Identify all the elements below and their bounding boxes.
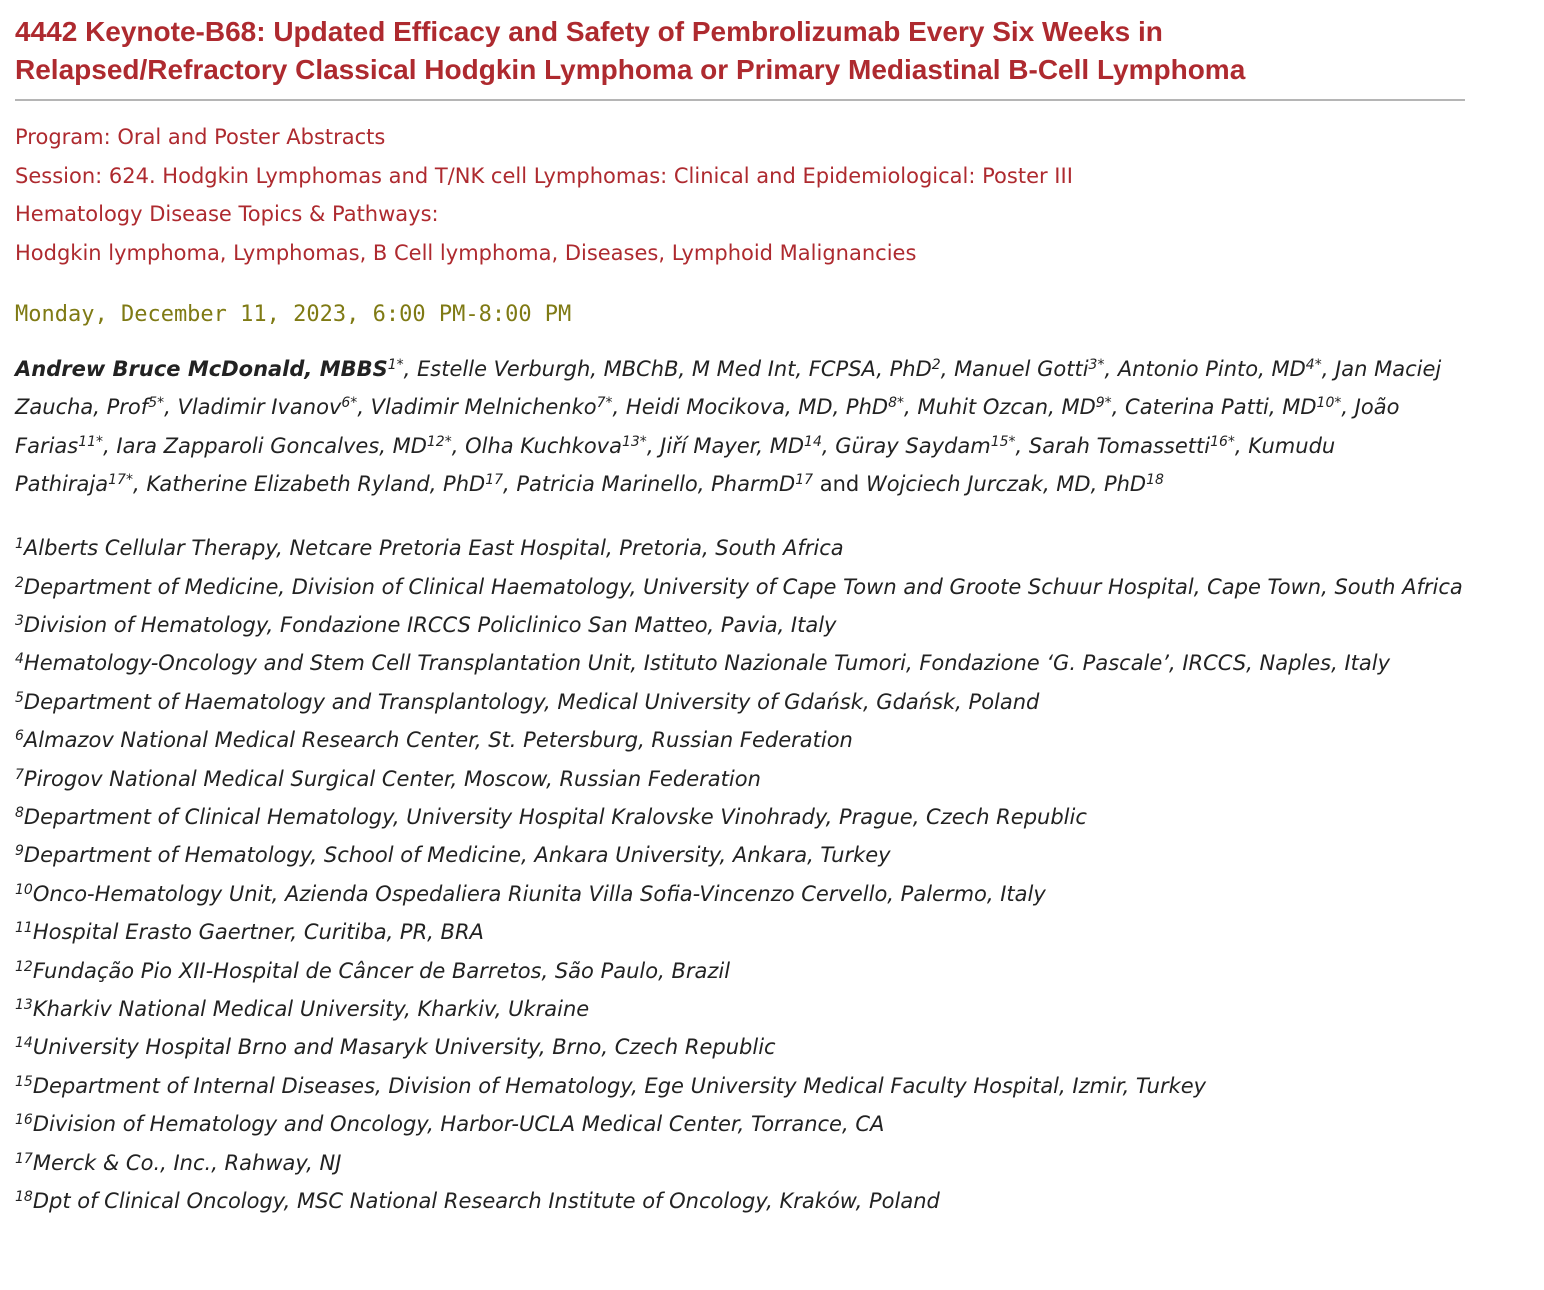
author-affiliation-sup: 10* [1316, 395, 1342, 412]
presentation-date: Monday, December 11, 2023, 6:00 PM-8:00 PM [15, 302, 572, 327]
affiliation-number: 5 [15, 689, 24, 706]
affiliation-number: 18 [15, 1189, 33, 1206]
title-divider [15, 99, 1465, 101]
affiliation-text: Department of Clinical Hematology, University Hospital Kralovske Vinohrady, Prague, Czech Republic [23, 805, 1087, 830]
author-affiliation-sup: 16* [1210, 433, 1235, 450]
author-name: Wojciech Jurczak, MD, PhD [865, 471, 1147, 496]
affiliation-text: Alberts Cellular Therapy, Netcare Pretoria East Hospital, Pretoria, South Africa [23, 536, 844, 561]
affiliation-number: 4 [15, 651, 24, 668]
author-affiliation-sup: 2 [931, 357, 941, 373]
author-affiliation-sup: 5* [148, 395, 165, 412]
author-affiliation-sup: 9* [1095, 395, 1112, 412]
author-name: Katherine Elizabeth Ryland, PhD [146, 471, 486, 496]
affiliation-number: 9 [15, 843, 24, 860]
affiliation-item [15, 606, 1465, 644]
affiliation-number: 16 [15, 1112, 33, 1129]
topics-label: Hematology Disease Topics & Pathways: [15, 202, 439, 226]
affiliation-number: 1 [15, 536, 24, 553]
session-label: Session: 624. Hodgkin Lymphomas and T/NK cell Lymphomas: Clinical and Epidemiological: Poster III [15, 163, 1073, 188]
author-affiliation-sup: 14 [804, 433, 822, 450]
affiliation-number: 6 [15, 728, 24, 745]
author-affiliation-sup: 18 [1146, 471, 1164, 488]
author-name: Vladimir Ivanov [177, 395, 342, 420]
author-name: Güray Saydam [835, 433, 991, 458]
affiliation-text: Merck & Co., Inc., Rahway, NJ [32, 1150, 342, 1175]
author-conjunction: and [819, 471, 860, 496]
affiliation-text: Pirogov National Medical Surgical Center, Moscow, Russian Federation [23, 766, 761, 791]
affiliation-item [15, 913, 1465, 951]
affiliation-item [15, 952, 1465, 990]
author-name: Iara Zapparoli Goncalves, MD [116, 433, 427, 458]
affiliation-item [15, 836, 1465, 874]
topics-list: Hodgkin lymphoma, Lymphomas, B Cell lymphoma, Diseases, Lymphoid Malignancies [15, 240, 917, 265]
abstract-title [15, 13, 1465, 89]
lead-author: Andrew Bruce McDonald, MBBS [15, 357, 388, 381]
author-affiliation-sup: 12* [426, 433, 452, 450]
affiliation-number: 12 [15, 958, 33, 975]
author-name: Patricia Marinello, PharmD [516, 471, 796, 496]
author-affiliation-sup: 6* [341, 395, 358, 412]
author-name: Vladimir Melnichenko [370, 395, 597, 420]
affiliation-text: Department of Hematology, School of Medicine, Ankara University, Ankara, Turkey [23, 843, 891, 868]
author-affiliation-sup: 17 [795, 471, 814, 488]
affiliation-item [15, 1028, 1465, 1066]
author-affiliation-sup: 7* [596, 395, 613, 412]
affiliation-number: 10 [15, 881, 33, 898]
author-affiliation-sup: 17* [108, 471, 133, 488]
affiliation-text: Division of Hematology, Fondazione IRCCS Policlinico San Matteo, Pavia, Italy [23, 613, 837, 637]
affiliation-item [15, 1144, 1465, 1182]
affiliation-number: 3 [15, 613, 24, 629]
affiliation-item [15, 683, 1465, 721]
author-affiliation-sup: 3* [1088, 357, 1105, 373]
author-affiliation-sup: 17 [485, 471, 504, 488]
affiliation-text: Division of Hematology and Oncology, Harbor-UCLA Medical Center, Torrance, CA [32, 1112, 885, 1137]
affiliation-item [15, 1182, 1465, 1220]
author-name: Jiří Mayer, MD [660, 433, 805, 458]
affiliation-text: Department of Internal Diseases, Division of Hematology, Ege University Medical Faculty Hospital, Izmir, Turkey [32, 1073, 1207, 1098]
affiliation-number: 15 [15, 1073, 33, 1090]
author-name: Sarah Tomassetti [1028, 433, 1211, 458]
author-name: Antonio Pinto, MD [1117, 357, 1306, 381]
title-line-2: Relapsed/Refractory Classical Hodgkin Lymphoma or Primary Mediastinal B-Cell Lymphoma [15, 54, 1246, 85]
author-affiliation-sup: 13* [621, 433, 647, 450]
affiliation-item [15, 529, 1465, 567]
affiliation-text: Department of Haematology and Transplantology, Medical University of Gdańsk, Gdańsk, Poland [23, 689, 1040, 714]
affiliation-number: 14 [15, 1035, 33, 1052]
affiliation-item [15, 721, 1465, 759]
affiliation-text: Hematology-Oncology and Stem Cell Transplantation Unit, Istituto Nazionale Tumori, Fondazione ‘G. Pascale’, IRCCS, Naples, Italy [23, 651, 1391, 676]
program-label: Program: Oral and Poster Abstracts [15, 125, 386, 149]
affiliation-item [15, 798, 1465, 836]
affiliation-text: Almazov National Medical Research Center, St. Petersburg, Russian Federation [23, 728, 853, 753]
author-name: Manuel Gotti [954, 357, 1089, 381]
affiliation-item [15, 1105, 1465, 1143]
author-list [15, 350, 1465, 503]
affiliation-text: Fundação Pio XII-Hospital de Câncer de Barretos, São Paulo, Brazil [32, 958, 731, 983]
author-name: Estelle Verburgh, MBChB, M Med Int, FCPSA, PhD [417, 357, 932, 381]
author-name: Heidi Mocikova, MD, PhD [625, 395, 889, 420]
author-name: João Farias [15, 395, 1400, 458]
session-meta [15, 118, 1465, 272]
author-affiliation-sup: 4* [1305, 357, 1322, 373]
affiliation-number: 7 [15, 766, 24, 783]
affiliation-number: 11 [15, 920, 33, 937]
affiliation-text: Onco-Hematology Unit, Azienda Ospedaliera Riunita Villa Sofia-Vincenzo Cervello, Palermo, Italy [32, 881, 1046, 906]
author-affiliation-sup: 11* [78, 433, 104, 450]
author-name: Muhit Ozcan, MD [917, 395, 1096, 420]
author-name: Jan Maciej Zaucha, Prof [15, 357, 1442, 420]
affiliation-text: Department of Medicine, Division of Clinical Haematology, University of Cape Town and Groote Schuur Hospital, Cape Town, South Africa [23, 574, 1463, 599]
author-affiliation-sup: 8* [888, 395, 904, 412]
affiliation-text: Dpt of Clinical Oncology, MSC National Research Institute of Oncology, Kraków, Poland [32, 1189, 940, 1214]
affiliation-number: 17 [15, 1150, 33, 1167]
author-name: Caterina Patti, MD [1125, 395, 1317, 420]
affiliation-item [15, 644, 1465, 682]
title-line-1: 4442 Keynote-B68: Updated Efficacy and Safety of Pembrolizumab Every Six Weeks in [15, 16, 1163, 47]
affiliation-list [15, 529, 1465, 1220]
affiliation-item [15, 1067, 1465, 1105]
affiliation-text: Hospital Erasto Gaertner, Curitiba, PR, BRA [32, 920, 484, 945]
affiliation-number: 8 [15, 805, 24, 822]
author-name: Olha Kuchkova [465, 433, 622, 458]
affiliation-text: University Hospital Brno and Masaryk University, Brno, Czech Republic [32, 1035, 776, 1060]
affiliation-item [15, 990, 1465, 1028]
lead-author-sup: 1* [387, 357, 404, 373]
affiliation-number: 2 [15, 574, 24, 591]
affiliation-text: Kharkiv National Medical University, Kharkiv, Ukraine [32, 997, 590, 1022]
author-affiliation-sup: 15* [990, 433, 1016, 450]
affiliation-item [15, 568, 1465, 606]
abstract-page [15, 0, 1465, 1221]
co-authors: , Estelle Verburgh, MBChB, M Med Int, FCPSA, PhD$^2$, Manuel Gotti$^{3*}$, Antonio Pinto, $MD^{4*}$, Jan Maciej Zaucha, Prof$^{5*}$, Vladimir Ivanov$^{6*}$, Vladimir Melnichenko$^{7*}$, Heidi Mocikova, MD, PhD$^{8*}$, Muhit Ozcan, $MD^{9*}$, Caterina Patti, $MD^{10*}$, João Farias$^{11*}$, Iara Zapparoli Goncalves, $MD^{12*}$, Olha Kuchkova$^{13*}$, Jiří Mayer, MD$^{14}$, Güray Saydam$^{15*}$, Sarah Tomassetti$^{16*}$, Kumudu Pathiraja$^{17*}$, Katherine Elizabeth Ryland, PhD$^{17}$, Patricia Marinello, PharmD$^{17}$ and Wojciech Jurczak, MD, PhD$^{18}$ [15, 357, 1442, 496]
affiliation-number: 13 [15, 997, 33, 1014]
affiliation-item [15, 875, 1465, 913]
affiliation-item [15, 760, 1465, 798]
author-name: Kumudu Pathiraja [15, 433, 1336, 496]
